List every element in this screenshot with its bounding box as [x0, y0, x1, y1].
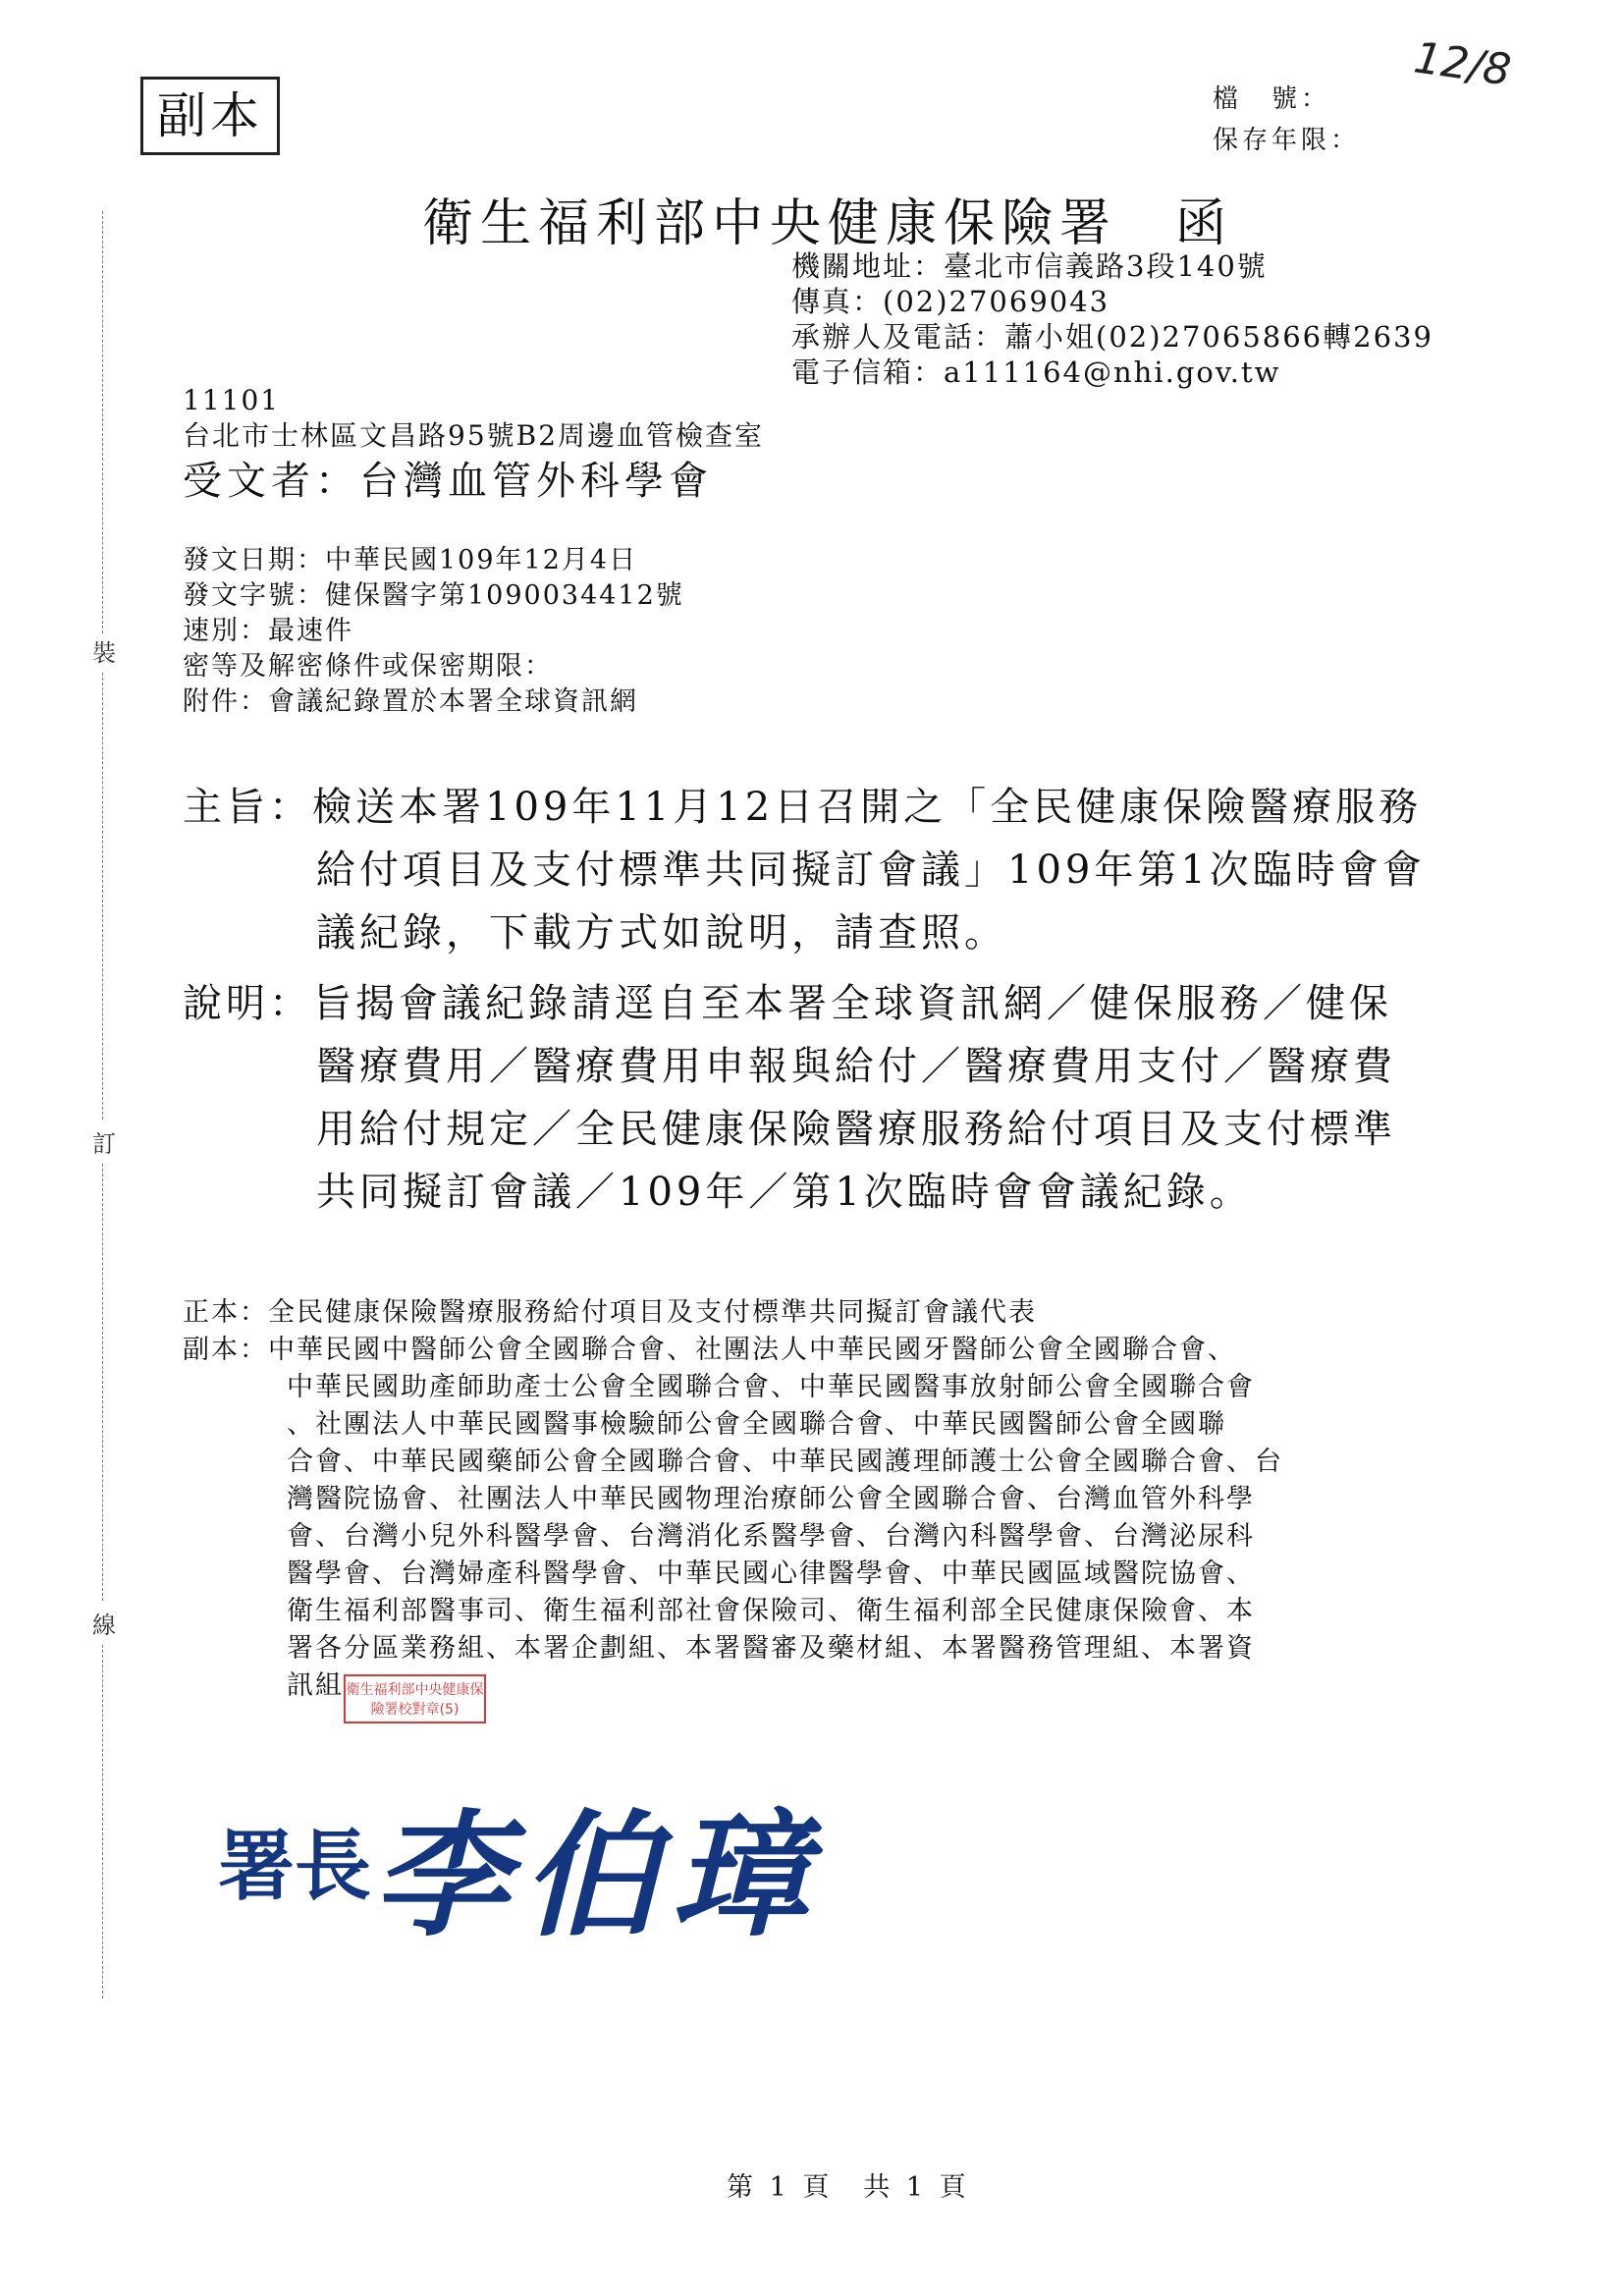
subject-line: 給付項目及支付標準共同擬訂會議」109年第1次臨時會會 [316, 847, 1426, 893]
original-recipient: 正本：全民健康保險醫療服務給付項目及支付標準共同擬訂會議代表 [183, 1297, 1037, 1328]
copy-line: 中華民國助產師助產士公會全國聯合會、中華民國醫事放射師公會全國聯合會 [287, 1372, 1255, 1402]
signature-title: 署長 [218, 1823, 372, 1911]
file-meta [1213, 79, 1360, 161]
explanation-line: 共同擬訂會議／109年／第1次臨時會會議紀錄。 [316, 1170, 1253, 1215]
recipient-name: 受文者：台灣血管外科學會 [183, 459, 713, 504]
copy-line: 訊組 [287, 1670, 344, 1701]
copy-line: 會、台灣小兒外科醫學會、台灣消化系醫學會、台灣內科醫學會、台灣泌尿科 [287, 1521, 1255, 1552]
sender-fax: 傳真：(02)27069043 [791, 285, 1110, 318]
sender-info [791, 248, 1434, 390]
page-number: 第 1 頁 共 1 頁 [727, 2172, 970, 2203]
copy-line: 灣醫院協會、社團法人中華民國物理治療師公會全國聯合會、台灣血管外科學 [287, 1484, 1255, 1514]
copy-line: 署各分區業務組、本署企劃組、本署醫審及藥材組、本署醫務管理組、本署資 [287, 1633, 1255, 1664]
handwritten-note: 12/8 [1410, 32, 1514, 96]
copy-line: 合會、中華民國藥師公會全國聯合會、中華民國護理師護士公會全國聯合會、台 [287, 1447, 1283, 1477]
explanation-paragraph [183, 972, 1396, 1224]
file-no-label: 檔 號： [1213, 84, 1331, 114]
binding-dashed-line [102, 673, 103, 1120]
sender-email: 電子信箱：a111164@nhi.gov.tw [791, 355, 1281, 389]
delivery-speed: 速別：最速件 [183, 616, 353, 646]
secrecy-level: 密等及解密條件或保密期限： [183, 651, 553, 682]
copy-stamp: 副本 [140, 77, 280, 155]
binding-mark: 線 [92, 1612, 116, 1639]
document-number: 發文字號：健保醫字第1090034412號 [183, 580, 684, 611]
document-info [183, 543, 684, 720]
retention-label: 保存年限： [1213, 126, 1361, 155]
recipient-address-block [183, 383, 764, 454]
subject-paragraph [183, 776, 1426, 964]
explanation-line: 醫療費用／醫療費用申報與給付／醫療費用支付／醫療費 [316, 1044, 1396, 1089]
subject-line: 議紀錄，下載方式如說明，請查照。 [316, 910, 1007, 956]
signature-name: 李伯璋 [373, 1795, 822, 1955]
subject-line: 主旨：檢送本署109年11月12日召開之「全民健康保險醫療服務 [183, 785, 1423, 830]
recipient-address: 台北市士林區文昌路95號B2周邊血管檢查室 [183, 419, 765, 452]
binding-mark: 裝 [92, 639, 116, 667]
copy-line: 副本：中華民國中醫師公會全國聯合會、社團法人中華民國牙醫師公會全國聯合會、 [183, 1335, 1236, 1365]
issue-date: 發文日期：中華民國109年12月4日 [183, 545, 638, 575]
binding-dashed-line [102, 1164, 103, 1601]
sender-address: 機關地址：臺北市信義路3段140號 [791, 249, 1268, 283]
document-title: 衛生福利部中央健康保險署 函 [422, 194, 1234, 253]
proofreading-seal: 衛生福利部中央健康保險署校對章(5) [344, 1674, 486, 1723]
sender-contact: 承辦人及電話：蕭小姐(02)27065866轉2639 [791, 320, 1434, 354]
copy-line: 衛生福利部醫事司、衛生福利部社會保險司、衛生福利部全民健康保險會、本 [287, 1596, 1255, 1626]
binding-dashed-line [102, 211, 103, 633]
explanation-line: 用給付規定／全民健康保險醫療服務給付項目及支付標準 [316, 1107, 1396, 1152]
postal-code: 11101 [183, 384, 281, 416]
attachment-note: 附件：會議紀錄置於本署全球資訊網 [183, 686, 638, 717]
explanation-line: 說明：旨揭會議紀錄請逕自至本署全球資訊網／健保服務／健保 [183, 981, 1392, 1026]
binding-dashed-line [102, 1645, 103, 1998]
copy-line: 、社團法人中華民國醫事檢驗師公會全國聯合會、中華民國醫師公會全國聯 [287, 1409, 1226, 1440]
binding-mark: 訂 [92, 1130, 116, 1158]
distribution-list [183, 1294, 1283, 1705]
copy-line: 醫學會、台灣婦產科醫學會、中華民國心律醫學會、中華民國區域醫院協會、 [287, 1558, 1255, 1589]
